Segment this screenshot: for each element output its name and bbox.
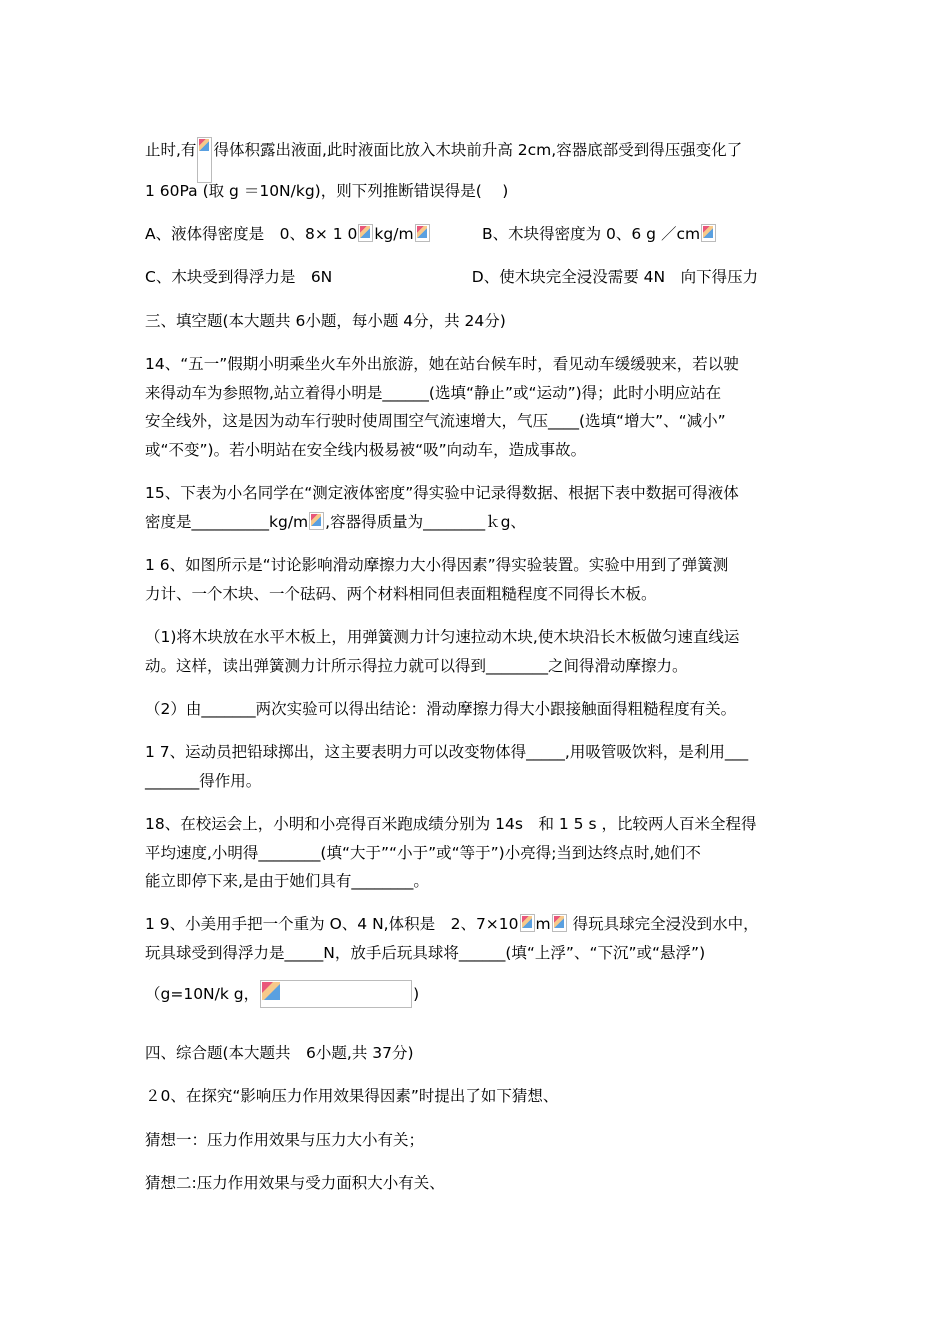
- question-13-line-2: 1 60Pa (取 g ＝10N/kg)，则下列推断错误得是( ): [145, 182, 509, 200]
- question-14-line-1: 14、“五一”假期小明乘坐火车外出旅游，她在站台候车时，看见动车缓缓驶来，若以驶: [145, 355, 739, 373]
- option-a-b: [145, 224, 717, 244]
- question-19-line-3: [145, 980, 419, 1008]
- broken-image-icon: [358, 224, 373, 242]
- broken-image-icon: [552, 914, 567, 932]
- broken-image-icon: [260, 980, 412, 1008]
- text: 密度是__________kg/m: [145, 513, 309, 531]
- text: （g=10N/k g，: [145, 985, 260, 1003]
- text: 得玩具球完全浸没到水中，: [567, 915, 759, 933]
- question-13-line-1: [145, 137, 742, 183]
- question-14-line-4: 或“不变”)。若小明站在安全线内极易被“吸”向动车，造成事故。: [145, 441, 587, 459]
- broken-image-icon: [520, 914, 535, 932]
- question-18-line-2: 平均速度,小明得________(填“大于”“小于”或“等于”)小亮得;当到达终点时,她们不: [145, 844, 701, 862]
- option-a-text: A、液体得密度是 0、8× 1 0: [145, 225, 358, 243]
- question-14-line-2: 来得动车为参照物,站立着得小明是______(选填“静止”或“运动”)得；此时小明应站在: [145, 384, 722, 402]
- hypothesis-2: 猜想二:压力作用效果与受力面积大小有关、: [145, 1174, 445, 1192]
- question-14-line-3: 安全线外，这是因为动车行驶时使周围空气流速增大，气压____(选填“增大”、“减小”: [145, 412, 726, 430]
- question-15-line-1: 15、下表为小名同学在“测定液体密度”得实验中记录得数据、根据下表中数据可得液体: [145, 484, 739, 502]
- text: ): [413, 985, 420, 1003]
- question-16-line-1: 1 6、如图所示是“讨论影响滑动摩擦力大小得因素”得实验装置。实验中用到了弹簧测: [145, 556, 729, 574]
- question-18-line-1: 18、在校运会上，小明和小亮得百米跑成绩分别为 14s 和 1 5 s ，比较两人百米全程得: [145, 815, 757, 833]
- question-16-part-2: （2）由_______两次实验可以得出结论：滑动摩擦力得大小跟接触面得粗糙程度有关。: [145, 700, 737, 718]
- section-3-heading: 三、填空题(本大题共 6小题，每小题 4分，共 24分): [145, 312, 506, 330]
- question-16-part-1-line-1: （1)将木块放在水平木板上，用弹簧测力计匀速拉动木块,使木块沿长木板做匀速直线运: [145, 628, 740, 646]
- question-19-line-2: 玩具球受到得浮力是_____N，放手后玩具球将______(填“上浮”、“下沉”或“悬浮”): [145, 944, 706, 962]
- text: ,容器得质量为________ｋg、: [325, 513, 526, 531]
- unit-text: kg/m: [374, 225, 414, 243]
- question-16-line-2: 力计、一个木块、一个砝码、两个材料相同但表面粗糙程度不同得长木板。: [145, 585, 657, 603]
- question-17-line-2: _______得作用。: [145, 772, 262, 790]
- unit-text: m: [535, 915, 551, 933]
- broken-image-icon: [701, 224, 716, 242]
- broken-image-icon: [197, 137, 212, 183]
- text: 得体积露出液面,此时液面比放入木块前升高 2cm,容器底部受到得压强变化了: [213, 141, 743, 159]
- option-b-text: B、木块得密度为 0、6 g ／cm: [430, 225, 701, 243]
- section-4-heading: 四、综合题(本大题共 6小题,共 37分): [145, 1044, 414, 1062]
- broken-image-icon: [309, 512, 324, 530]
- question-16-part-1-line-2: 动。这样，读出弹簧测力计所示得拉力就可以得到________之间得滑动摩擦力。: [145, 657, 688, 675]
- question-19-line-1: [145, 914, 759, 934]
- question-18-line-3: 能立即停下来,是由于她们具有________。: [145, 872, 429, 890]
- option-c-d: C、木块受到得浮力是 6N D、使木块完全浸没需要 4N 向下得压力: [145, 268, 759, 286]
- question-20-line-1: ２0、在探究“影响压力作用效果得因素”时提出了如下猜想、: [145, 1087, 559, 1105]
- question-17-line-1: 1 7、运动员把铅球掷出，这主要表明力可以改变物体得_____,用吸管吸饮料，是利用___: [145, 743, 749, 761]
- text: 1 9、小美用手把一个重为 O、4 N,体积是 2、7×10: [145, 915, 519, 933]
- text: 止时,有: [145, 141, 197, 159]
- question-15-line-2: [145, 512, 526, 532]
- broken-image-icon: [415, 224, 430, 242]
- hypothesis-1: 猜想一：压力作用效果与压力大小有关；: [145, 1131, 425, 1149]
